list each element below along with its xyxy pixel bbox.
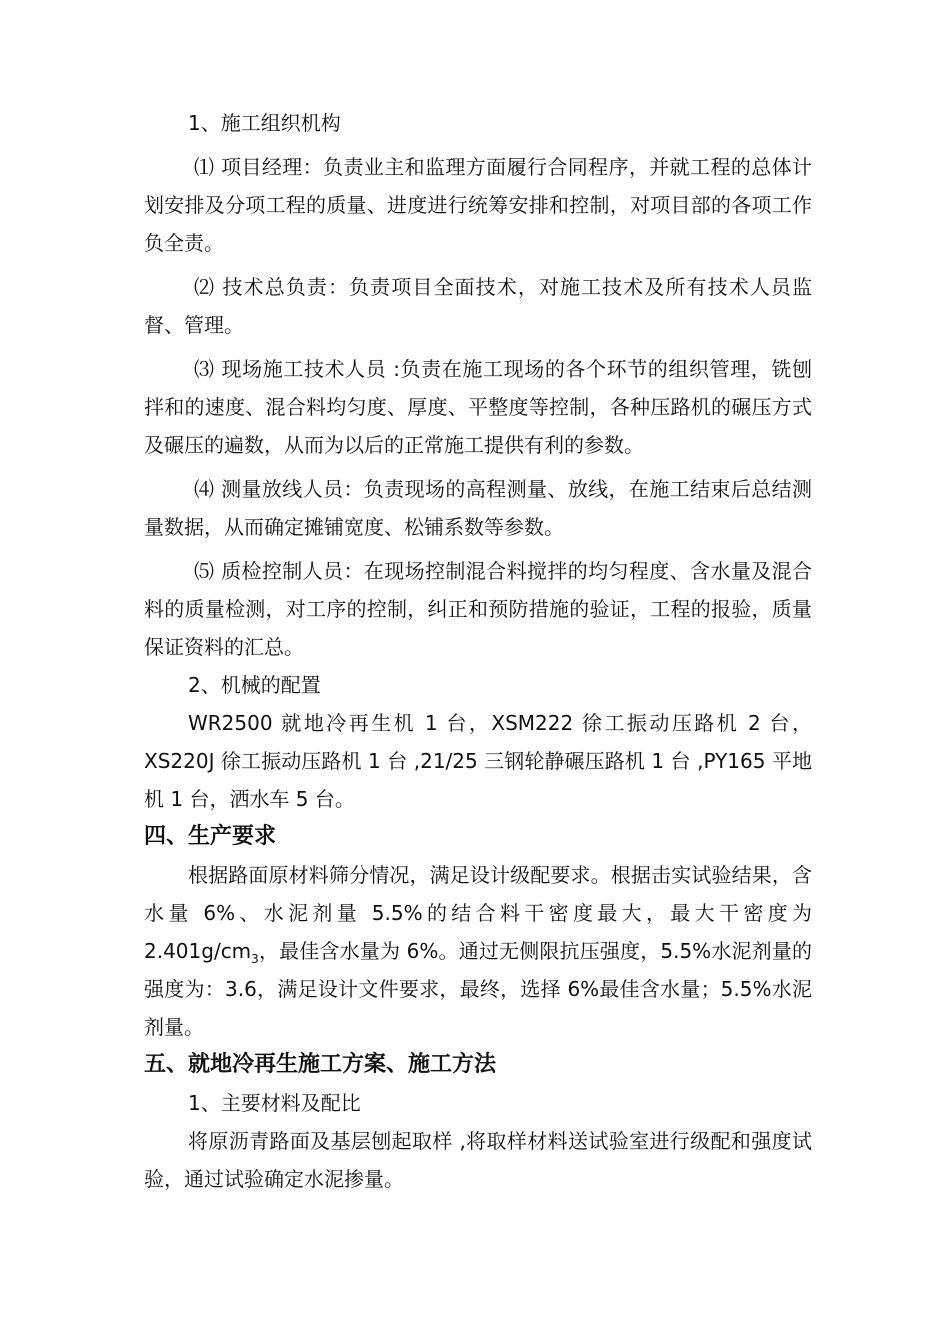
paragraph-site-technicians: ⑶ 现场施工技术人员 :负责在施工现场的各个环节的组织管理，铣刨拌和的速度、混合料均匀度、厚度、平整度等控制，各种压路机的碾压方式及碾压的遍数，从而为以后的正常施工提供有利的参数。 — [144, 357, 812, 457]
paragraph-project-manager: ⑴ 项目经理：负责业主和监理方面履行合同程序，并就工程的总体计划安排及分项工程的质量、进度进行统筹安排和控制，对项目部的各项工作负全责。 — [144, 155, 812, 255]
p7-after: ，最佳含水量为 6%。通过无侧限抗压强度，5.5%水泥剂量的强度为：3.6，满足设计文件要求，最终，选择 6%最佳含水量；5.5%水泥剂量。 — [144, 939, 812, 1039]
p7-before: 根据路面原材料筛分情况，满足设计级配要求。根据击实试验结果，含水量 6%、水泥剂量 5.5%的结合料干密度最大，最大干密度为 2.401g/cm — [144, 863, 812, 963]
paragraph-machinery-list: WR2500 就地冷再生机 1 台，XSM222 徐工振动压路机 2 台，XS220J 徐工振动压路机 1 台 ,21/25 三钢轮静碾压路机 1 台 ,PY165 平地机 1 台，洒水车 5 台。 — [144, 711, 812, 811]
paragraph-materials: 将原沥青路面及基层刨起取样 ,将取样材料送试验室进行级配和强度试验，通过试验确定水泥掺量。 — [144, 1129, 812, 1191]
heading-construction-plan: 五、就地冷再生施工方案、施工方法 — [144, 1052, 497, 1077]
document-body — [144, 104, 812, 1198]
section-title-materials: 1、主要材料及配比 — [188, 1091, 361, 1115]
heading-production-requirements: 四、生产要求 — [144, 824, 277, 849]
p7-subscript: 3 — [251, 952, 259, 966]
paragraph-surveyors: ⑷ 测量放线人员：负责现场的高程测量、放线，在施工结束后总结测量数据，从而确定摊铺宽度、松铺系数等参数。 — [144, 477, 812, 539]
section-title-machinery: 2、机械的配置 — [188, 673, 321, 697]
paragraph-technical-lead: ⑵ 技术总负责：负责项目全面技术，对施工技术及所有技术人员监督、管理。 — [144, 275, 812, 337]
section-title-organization: 1、施工组织机构 — [188, 111, 341, 135]
paragraph-production-requirements — [144, 856, 812, 1046]
paragraph-quality-control: ⑸ 质检控制人员：在现场控制混合料搅拌的均匀程度、含水量及混合料的质量检测，对工序的控制，纠正和预防措施的验证，工程的报验，质量保证资料的汇总。 — [144, 559, 812, 659]
